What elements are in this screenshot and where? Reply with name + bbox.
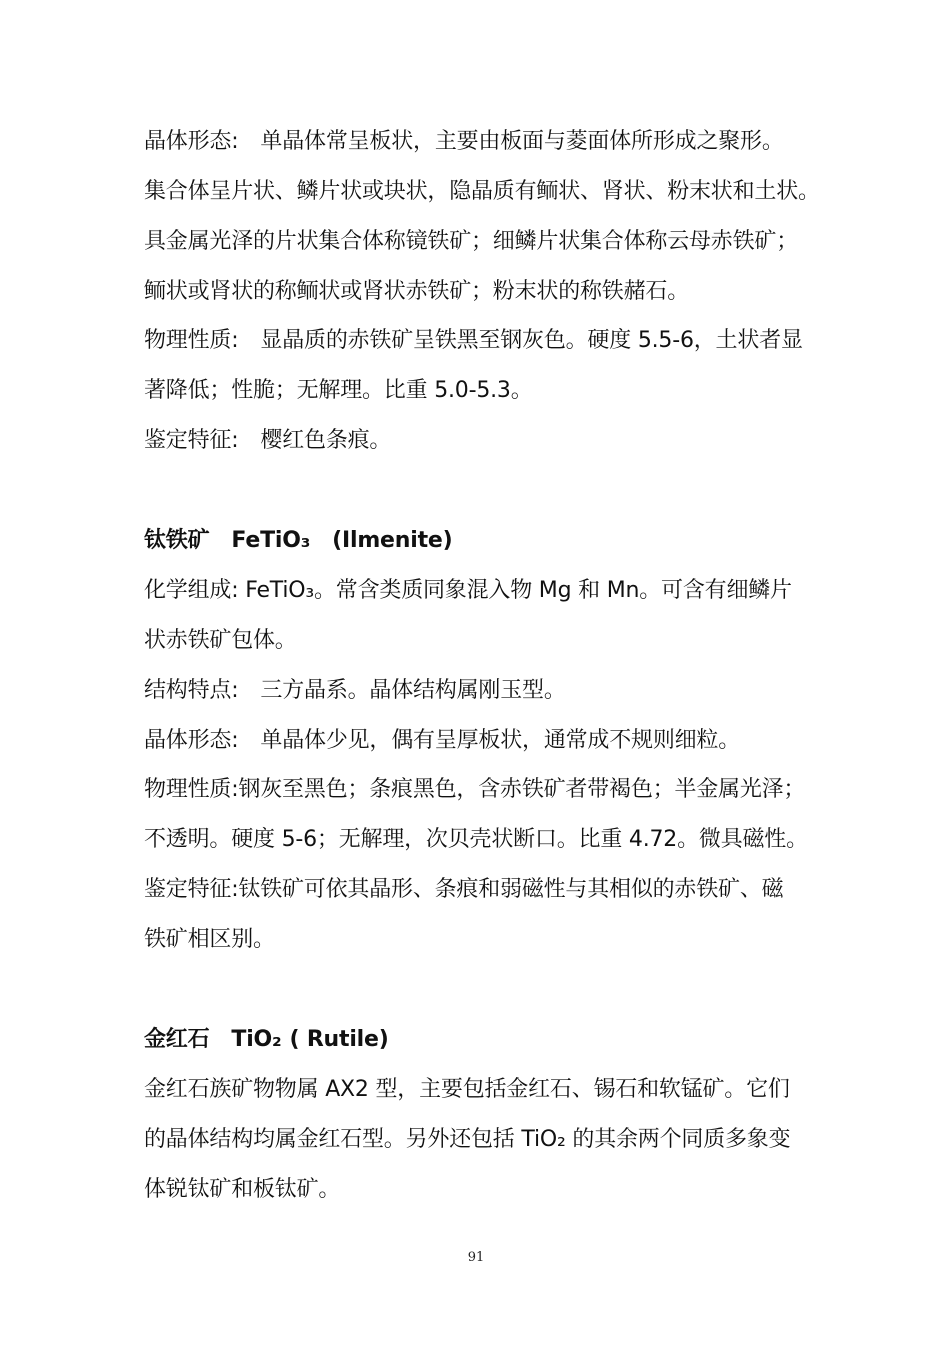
ilmenite-structure-label: 结构特点: — [144, 678, 239, 703]
page-number: 91 — [467, 1250, 485, 1265]
hematite-physical-line — [144, 326, 824, 356]
hematite-identification-line — [144, 426, 824, 456]
ilmenite-composition-line-2: 状赤铁矿包体。 — [144, 628, 297, 653]
ilmenite-heading — [144, 526, 824, 556]
hematite-crystal-form-label: 晶体形态: — [144, 129, 239, 154]
rutile-name: 金红石 — [144, 1027, 210, 1052]
hematite-identification-text: 樱红色条痕。 — [260, 428, 392, 453]
ilmenite-crystal-form-label: 晶体形态: — [144, 728, 239, 753]
hematite-physical-line-2: 著降低；性脆；无解理。比重 5.0-5.3。 — [144, 378, 533, 403]
hematite-crystal-form-text: 单晶体常呈板状，主要由板面与菱面体所形成之聚形。 — [260, 129, 784, 154]
rutile-intro-line: 金红石族矿物物属 AX2 型，主要包括金红石、锡石和软锰矿。它们 — [144, 1077, 790, 1102]
ilmenite-crystal-form-line — [144, 726, 824, 756]
hematite-identification-label: 鉴定特征: — [144, 428, 239, 453]
ilmenite-identification-line-2: 铁矿相区别。 — [144, 927, 275, 952]
hematite-crystal-form-line-2: 集合体呈片状、鳞片状或块状，隐晶质有鲕状、肾状、粉末状和土状。 — [144, 179, 820, 204]
ilmenite-crystal-form-text: 单晶体少见，偶有呈厚板状，通常成不规则细粒。 — [260, 728, 741, 753]
rutile-english-name: ( Rutile) — [289, 1027, 389, 1052]
ilmenite-name: 钛铁矿 — [144, 528, 210, 553]
rutile-formula: TiO₂ — [231, 1027, 282, 1052]
ilmenite-structure-line — [144, 676, 824, 706]
hematite-physical-label: 物理性质: — [144, 328, 239, 353]
hematite-crystal-form-line — [144, 127, 824, 157]
hematite-physical-text: 显晶质的赤铁矿呈铁黑至钢灰色。硬度 5.5-6，土状者显 — [260, 328, 803, 353]
ilmenite-identification-line: 鉴定特征:钛铁矿可依其晶形、条痕和弱磁性与其相似的赤铁矿、磁 — [144, 877, 784, 902]
ilmenite-structure-text: 三方晶系。晶体结构属刚玉型。 — [260, 678, 566, 703]
rutile-intro-line-2: 的晶体结构均属金红石型。另外还包括 TiO₂ 的其余两个同质多象变 — [144, 1127, 791, 1152]
ilmenite-composition-line: 化学组成: FeTiO₃。常含类质同象混入物 Mg 和 Mn。可含有细鳞片 — [144, 578, 792, 603]
hematite-crystal-form-line-4: 鲕状或肾状的称鲕状或肾状赤铁矿；粉末状的称铁赭石。 — [144, 279, 690, 304]
ilmenite-physical-line: 物理性质:钢灰至黑色；条痕黑色，含赤铁矿者带褐色；半金属光泽； — [144, 777, 806, 802]
ilmenite-physical-line-2: 不透明。硬度 5-6；无解理，次贝壳状断口。比重 4.72。微具磁性。 — [144, 827, 808, 852]
rutile-intro-line-3: 体锐钛矿和板钛矿。 — [144, 1177, 341, 1202]
ilmenite-formula: FeTiO₃ — [231, 528, 311, 553]
hematite-crystal-form-line-3: 具金属光泽的片状集合体称镜铁矿；细鳞片状集合体称云母赤铁矿； — [144, 229, 799, 254]
rutile-heading — [144, 1025, 824, 1055]
ilmenite-english-name: (Ilmenite) — [332, 528, 453, 553]
